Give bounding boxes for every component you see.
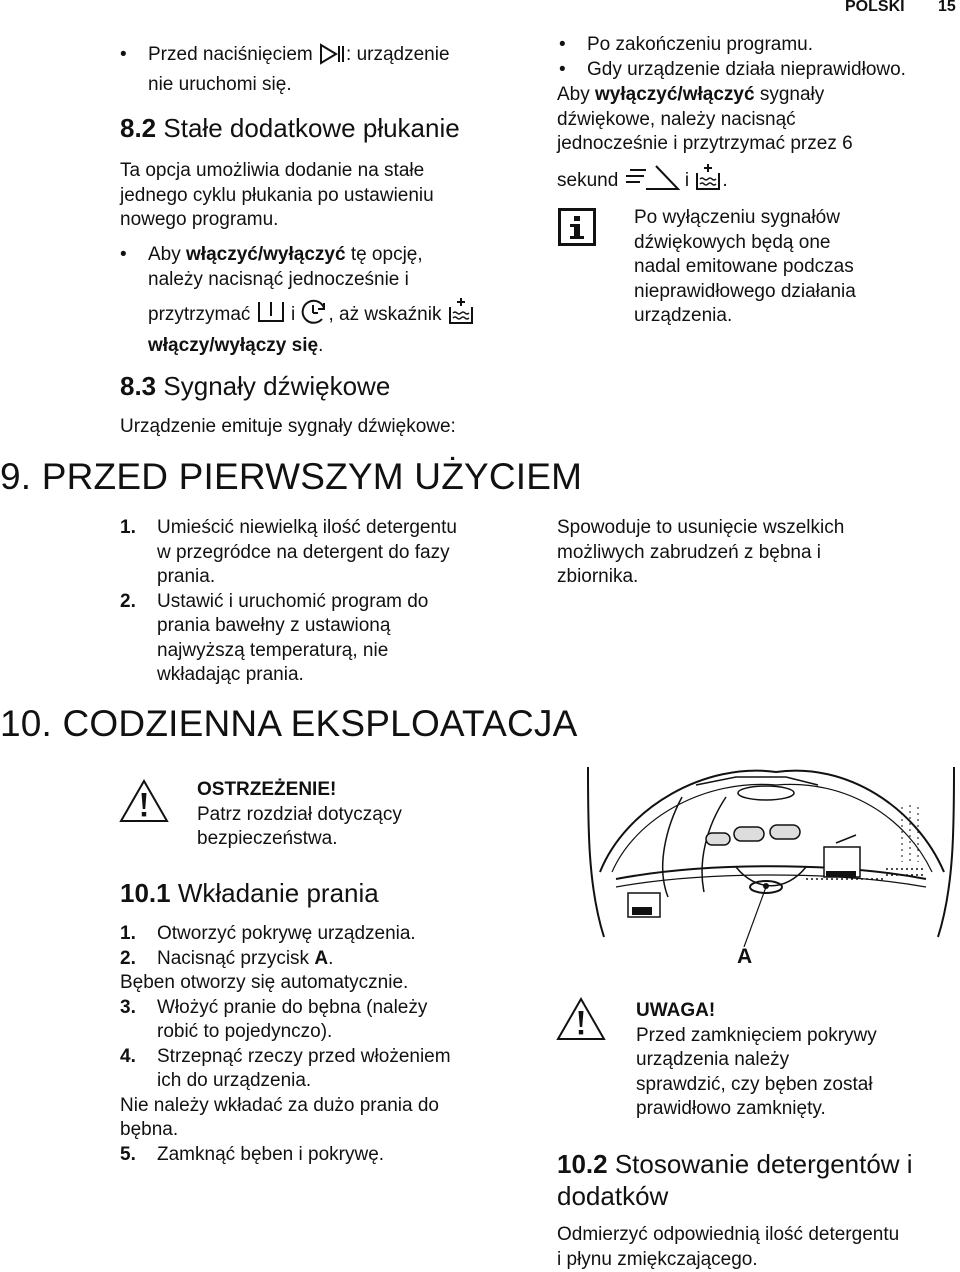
step-line: Otworzyć pokrywę urządzenia. — [157, 923, 416, 944]
spin-icon — [256, 299, 286, 334]
warning-icon — [118, 778, 170, 829]
section-10-2-paragraph — [557, 1223, 957, 1272]
chapter-9-heading: 9. PRZED PIERWSZYM UŻYCIEM — [0, 456, 583, 497]
section-number: 10.2 — [557, 1149, 608, 1179]
bullet-text: należy nacisnąć jednocześnie i — [148, 268, 409, 290]
paragraph-line: dźwiękowe, należy nacisnąć — [557, 108, 796, 130]
section-8-3-heading — [120, 370, 390, 402]
bullet-text: Aby — [148, 244, 181, 265]
bullet-text: , aż wskaźnik — [328, 304, 442, 325]
figure-label-a: A — [737, 945, 753, 968]
start-pause-icon — [318, 43, 346, 73]
section-8-2-paragraph — [120, 159, 520, 233]
info-line: Po wyłączeniu sygnałów — [634, 207, 840, 228]
section-9-note — [557, 516, 957, 590]
step-note: Nie należy wkładać za dużo prania do — [120, 1094, 439, 1116]
warning-icon — [555, 996, 607, 1047]
bullet-text-bold: włączyć/wyłączyć — [186, 244, 346, 265]
step-number: 5. — [120, 1143, 136, 1165]
bullet-text: nie uruchomi się. — [148, 73, 292, 95]
loading-steps — [120, 922, 520, 1167]
signal-paragraph — [557, 83, 957, 200]
bullet-text-bold: włączy/wyłączy się — [148, 335, 319, 356]
info-note — [634, 206, 954, 329]
step-line: Zamknąć bęben i pokrywę. — [157, 1143, 385, 1165]
step-number: 4. — [120, 1045, 136, 1067]
caution-line: urządzenia należy — [636, 1049, 790, 1070]
paragraph-text: . — [722, 169, 728, 191]
step-line: Umieścić niewielką ilość detergentu — [157, 517, 457, 538]
step-line: Włożyć pranie do bębna (należy — [157, 996, 428, 1018]
step-line: najwyższą temperaturą, nie — [157, 639, 389, 661]
step-line: Ustawić i uruchomić program do — [157, 590, 429, 612]
bullet-text: Przed naciśnięciem — [148, 44, 313, 65]
page-number: 15 — [938, 0, 956, 15]
bullet-text: przytrzymać — [148, 304, 251, 325]
step-line: wkładając prania. — [157, 664, 304, 685]
extra-rinse-icon — [694, 163, 722, 200]
caution-line: prawidłowo zamknięty. — [636, 1098, 826, 1119]
bullet-dot: • — [559, 58, 566, 80]
step-line-bold: A — [314, 947, 329, 969]
time-delay-icon — [300, 299, 328, 334]
section-10-2-heading — [557, 1148, 957, 1212]
step-line: Nacisnąć przycisk — [157, 947, 310, 969]
warning-note — [197, 778, 527, 852]
bullet-dot: • — [120, 44, 127, 65]
extra-rinse-icon — [447, 297, 475, 334]
warning-line: Patrz rozdział dotyczący — [197, 803, 402, 825]
info-line: urządzenia. — [634, 305, 733, 326]
step-line: ich do urządzenia. — [157, 1070, 312, 1091]
paragraph-text: Aby — [557, 84, 590, 105]
step-number: 3. — [120, 996, 136, 1018]
bullet-text: Gdy urządzenie działa nieprawidłowo. — [587, 58, 906, 80]
paragraph-text: sygnały — [759, 84, 825, 105]
section-8-3-paragraph: Urządzenie emituje sygnały dźwiękowe: — [120, 416, 456, 437]
step-number: 2. — [120, 590, 136, 612]
step-line: prania. — [157, 566, 216, 587]
warning-title: OSTRZEŻENIE! — [197, 779, 337, 800]
note-line: możliwych zabrudzeń z bębna i — [557, 541, 822, 563]
section-number: 10.1 — [120, 878, 171, 908]
step-line: prania bawełny z ustawioną — [157, 615, 391, 636]
info-line: nadal emitowane podczas — [634, 256, 854, 277]
info-line: nieprawidłowego działania — [634, 280, 856, 302]
paragraph-line: jednego cyklu płukania po ustawieniu — [120, 184, 434, 206]
step-number: 2. — [120, 947, 136, 969]
warning-line: bezpieczeństwa. — [197, 828, 338, 849]
bullet-text: i — [290, 304, 296, 325]
step-line: w przegródce na detergent do fazy — [157, 541, 450, 563]
step-note: Bęben otworzy się automatycznie. — [120, 972, 409, 993]
bullet-text: Po zakończeniu programu. — [587, 34, 814, 55]
step-line: . — [328, 947, 334, 969]
bullet-dot: • — [120, 244, 127, 265]
info-line: dźwiękowych będą one — [634, 231, 831, 253]
section-title: Stosowanie detergentów i — [614, 1149, 913, 1179]
caution-line: Przed zamknięciem pokrywy — [636, 1024, 877, 1046]
section-10-1-heading — [120, 877, 379, 909]
section-title: Wkładanie prania — [177, 878, 379, 908]
section-number: 8.2 — [120, 113, 157, 143]
language-label: POLSKI — [845, 0, 905, 15]
section-number: 8.3 — [120, 371, 157, 401]
step-line: robić to pojedynczo). — [157, 1021, 333, 1042]
bullet-text: . — [318, 335, 324, 356]
bullet-start-pause — [120, 43, 528, 97]
section-title: Stałe dodatkowe płukanie — [163, 113, 460, 143]
bullet-text: tę opcję, — [350, 244, 423, 265]
section-9-steps — [120, 516, 520, 688]
caution-title: UWAGA! — [636, 1000, 716, 1021]
temperature-icon — [624, 163, 680, 200]
info-icon — [558, 208, 596, 251]
caution-note — [636, 999, 956, 1122]
paragraph-line: nowego programu. — [120, 209, 279, 230]
paragraph-text: sekund — [557, 169, 619, 191]
signal-bullets — [559, 33, 957, 82]
bullet-text: : urządzenie — [346, 44, 450, 65]
paragraph-line: Ta opcja umożliwia dodanie na stałe — [120, 160, 425, 181]
drum-illustration — [586, 767, 958, 947]
section-8-2-heading — [120, 112, 460, 144]
note-line: zbiornika. — [557, 566, 639, 587]
paragraph-text-bold: wyłączyć/włączyć — [595, 84, 755, 105]
section-title: dodatków — [557, 1181, 669, 1211]
step-number: 1. — [120, 923, 136, 944]
paragraph-text: i — [684, 169, 690, 191]
paragraph-line: Odmierzyć odpowiednią ilość detergentu — [557, 1224, 900, 1245]
note-line: Spowoduje to usunięcie wszelkich — [557, 517, 845, 538]
step-line: Strzepnąć rzeczy przed włożeniem — [157, 1045, 451, 1067]
section-title: Sygnały dźwiękowe — [163, 371, 391, 401]
bullet-dot: • — [559, 34, 566, 55]
caution-line: sprawdzić, czy bęben został — [636, 1073, 873, 1095]
step-note: bębna. — [120, 1119, 179, 1140]
chapter-10-heading: 10. CODZIENNA EKSPLOATACJA — [0, 703, 578, 744]
paragraph-line: jednocześnie i przytrzymać przez 6 — [557, 133, 853, 154]
step-number: 1. — [120, 517, 136, 538]
bullet-extra-rinse — [120, 243, 538, 359]
paragraph-line: i płynu zmiękczającego. — [557, 1248, 758, 1270]
